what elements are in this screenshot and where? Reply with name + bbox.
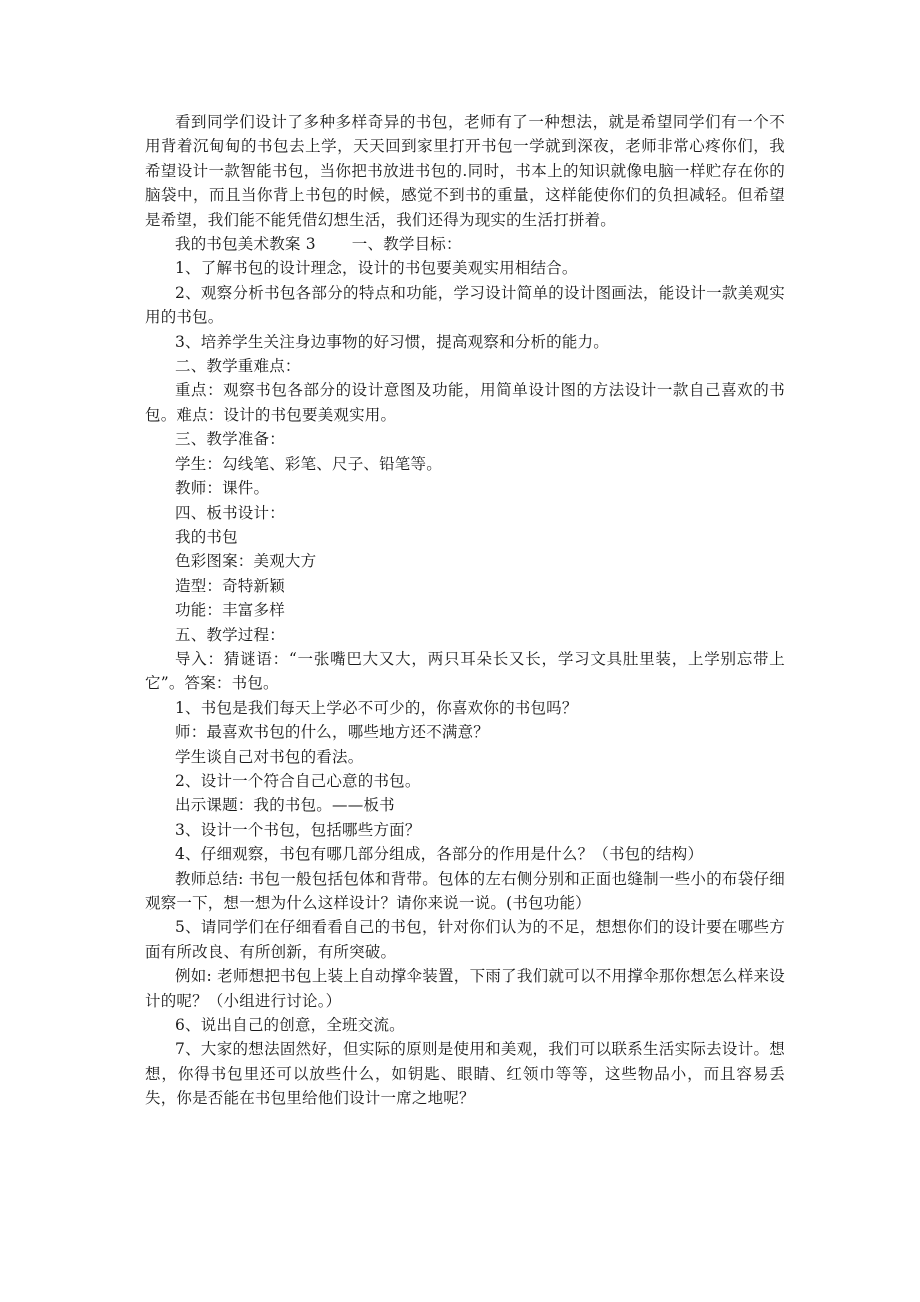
- board-color-pattern: 色彩图案：美观大方: [175, 552, 317, 571]
- section-heading-board-design: 四、板书设计：: [175, 503, 285, 522]
- key-points-paragraph: 重点：观察书包各部分的设计意图及功能，用简单设计图的方法设计一款自己喜欢的书包。难点：设计的书包要美观实用。: [145, 381, 785, 424]
- process-step-1: 1、书包是我们每天上学必不可少的，你喜欢你的书包吗？: [175, 698, 578, 717]
- section-heading-key-points: 二、教学重难点：: [175, 357, 301, 376]
- objective-item-3: 3、培养学生关注身边事物的好习惯，提高观察和分析的能力。: [175, 332, 609, 351]
- student-materials: 学生：勾线笔、彩笔、尺子、铅笔等。: [175, 454, 442, 473]
- lesson-title: 我的书包美术教案 3: [175, 235, 316, 254]
- teacher-question: 师：最喜欢书包的什么，哪些地方还不满意？: [175, 723, 490, 742]
- objective-item-2: 2、观察分析书包各部分的特点和功能，学习设计简单的设计图画法，能设计一款美观实用的书包。: [145, 283, 785, 327]
- intro-riddle: 导入：猜谜语：“一张嘴巴大又大，两只耳朵长又长，学习文具肚里装，上学别忘带上它”。答案：书包。: [145, 649, 785, 693]
- document-page: [145, 110, 785, 1111]
- process-step-3: 3、设计一个书包，包括哪些方面？: [175, 820, 421, 839]
- teacher-materials: 教师：课件。: [175, 479, 270, 498]
- lesson-title-line: [145, 232, 785, 256]
- intro-paragraph: 看到同学们设计了多种多样奇异的书包，老师有了一种想法，就是希望同学们有一个不用背着沉甸甸的书包去上学，天天回到家里打开书包一学就到深夜，老师非常心疼你们，我希望设计一款智能书包，当你把书放进书包的.同时，书本上的知识就像电脑一样贮存在你的脑袋中，而且当你背上书包的时候，感觉不到书的重量，这样能使你们的负担减轻。但希望是希望，我们能不能凭借幻想生活，我们还得为现实的生活打拼着。: [145, 113, 785, 229]
- process-step-5: 5、请同学们在仔细看看自己的书包，针对你们认为的不足，想想你们的设计要在哪些方面有所改良、有所创新，有所突破。: [145, 918, 785, 961]
- example-paragraph: 例如: 老师想把书包上装上自动撑伞装置，下雨了我们就可以不用撑伞那你想怎么样来设计的呢？（小组进行讨论。）: [145, 967, 785, 1010]
- board-shape: 造型：奇特新颖: [175, 576, 285, 595]
- process-step-6: 6、说出自己的创意，全班交流。: [175, 1016, 405, 1035]
- show-topic: 出示课题：我的书包。——板书: [175, 796, 395, 815]
- board-function: 功能：丰富多样: [175, 601, 285, 620]
- process-step-7: 7、大家的想法固然好，但实际的原则是使用和美观，我们可以联系生活实际去设计。想想，你得书包里还可以放些什么，如钥匙、眼睛、红领巾等等，这些物品小，而且容易丢失，你是否能在书包里给他们设计一席之地呢？: [145, 1040, 785, 1108]
- section-heading-objectives: 一、教学目标：: [351, 235, 462, 254]
- process-step-4: 4、仔细观察，书包有哪几部分组成，各部分的作用是什么？（书包的结构）: [175, 845, 704, 864]
- board-title: 我的书包: [175, 527, 238, 546]
- teacher-summary: 教师总结: 书包一般包括包体和背带。包体的左右侧分别和正面也缝制一些小的布袋仔细观察一下，想一想为什么这样设计？请你来说一说。(书包功能）: [145, 869, 785, 912]
- student-discussion: 学生谈自己对书包的看法。: [175, 747, 364, 766]
- objective-item-1: 1、了解书包的设计理念，设计的书包要美观实用相结合。: [175, 259, 578, 278]
- section-heading-process: 五、教学过程：: [175, 625, 285, 644]
- section-heading-preparation: 三、教学准备：: [175, 430, 285, 449]
- process-step-2: 2、设计一个符合自己心意的书包。: [175, 771, 421, 790]
